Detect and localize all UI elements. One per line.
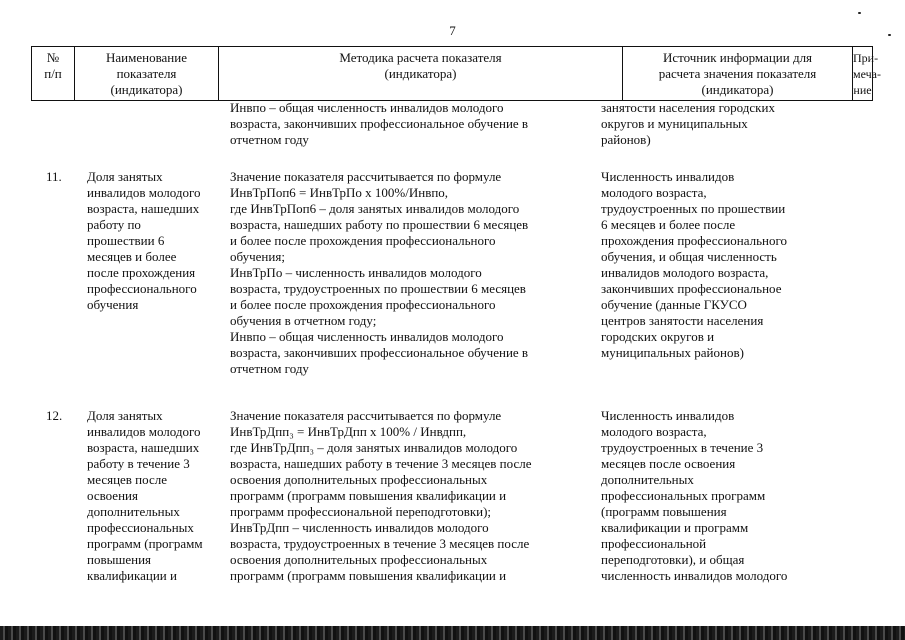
scan-speck	[888, 34, 891, 36]
header-col-note: При- меча- ние	[852, 47, 873, 100]
row-12-name: Доля занятых инвалидов молодого возраста, нашедших работу в течение 3 месяцев после освоения дополнительных профессиональных программ (программ повышения квалификации и	[87, 408, 203, 583]
scan-edge-bar	[0, 626, 905, 640]
header-col-method: Методика расчета показателя (индикатора)	[218, 47, 622, 100]
row-11-source: Численность инвалидов молодого возраста, трудоустроенных по прошествии 6 месяцев и более после прохождения профессионального обучения, и общая численность инвалидов молодого возраста, закончивших профессиональное обучение (данные ГКУСО центров занятости населения городских округов и муниципальных районов)	[601, 169, 788, 360]
carryover-method: Инвпо – общая численность инвалидов молодого возраста, закончивших профессиональное обучение в отчетном году	[230, 100, 529, 147]
row-11-number: 11.	[46, 169, 62, 184]
row-11-method: Значение показателя рассчитывается по формуле ИнвТрПоп6 = ИнвТрПо х 100%/Инвпо, где ИнвТрПоп6 – доля занятых инвалидов молодого возраста, нашедших работу по прошествии 6 месяцев и более после прохождения профессионального обучения; ИнвТрПо – численность инвалидов молодого возраста, трудоустроенных по прошествии 6 месяцев и более после прохождения профессионального обучения в отчетном году; Инвпо – общая численность инвалидов молодого возраста, закончивших профессиональное обучение в отчетном году	[230, 169, 529, 376]
row-11-name: Доля занятых инвалидов молодого возраста, нашедших работу по прошествии 6 месяцев и более после прохождения профессионального обучения	[87, 169, 201, 312]
carryover-source: занятости населения городских округов и муниципальных районов)	[601, 100, 775, 147]
header-col-number: № п/п	[31, 47, 74, 100]
row-12-source: Численность инвалидов молодого возраста, трудоустроенных в течение 3 месяцев после освоения дополнительных профессиональных программ (программ повышения квалификации и программ профессиональной переподготовки), и общая численность инвалидов молодого	[601, 408, 788, 583]
row-12-number: 12.	[46, 408, 63, 423]
row-12-method: Значение показателя рассчитывается по формуле ИнвТрДпп₃ = ИнвТрДпп х 100% / Инвдпп, где ИнвТрДпп₃ – доля занятых инвалидов молодого возраста, нашедших работу в течение 3 месяцев после освоения дополнительных профессиональных программ (программ повышения квалификации и программ профессиональной переподготовки); ИнвТрДпп – численность инвалидов молодого возраста, трудоустроенных в течение 3 месяцев после освоения дополнительных профессиональных программ (программ повышения квалификации и	[230, 408, 532, 583]
header-col-name: Наименование показателя (индикатора)	[74, 47, 218, 100]
page-number: 7	[449, 23, 456, 38]
table-header	[31, 46, 881, 101]
scan-speck	[858, 12, 861, 14]
header-col-source: Источник информации для расчета значения показателя (индикатора)	[622, 47, 852, 100]
